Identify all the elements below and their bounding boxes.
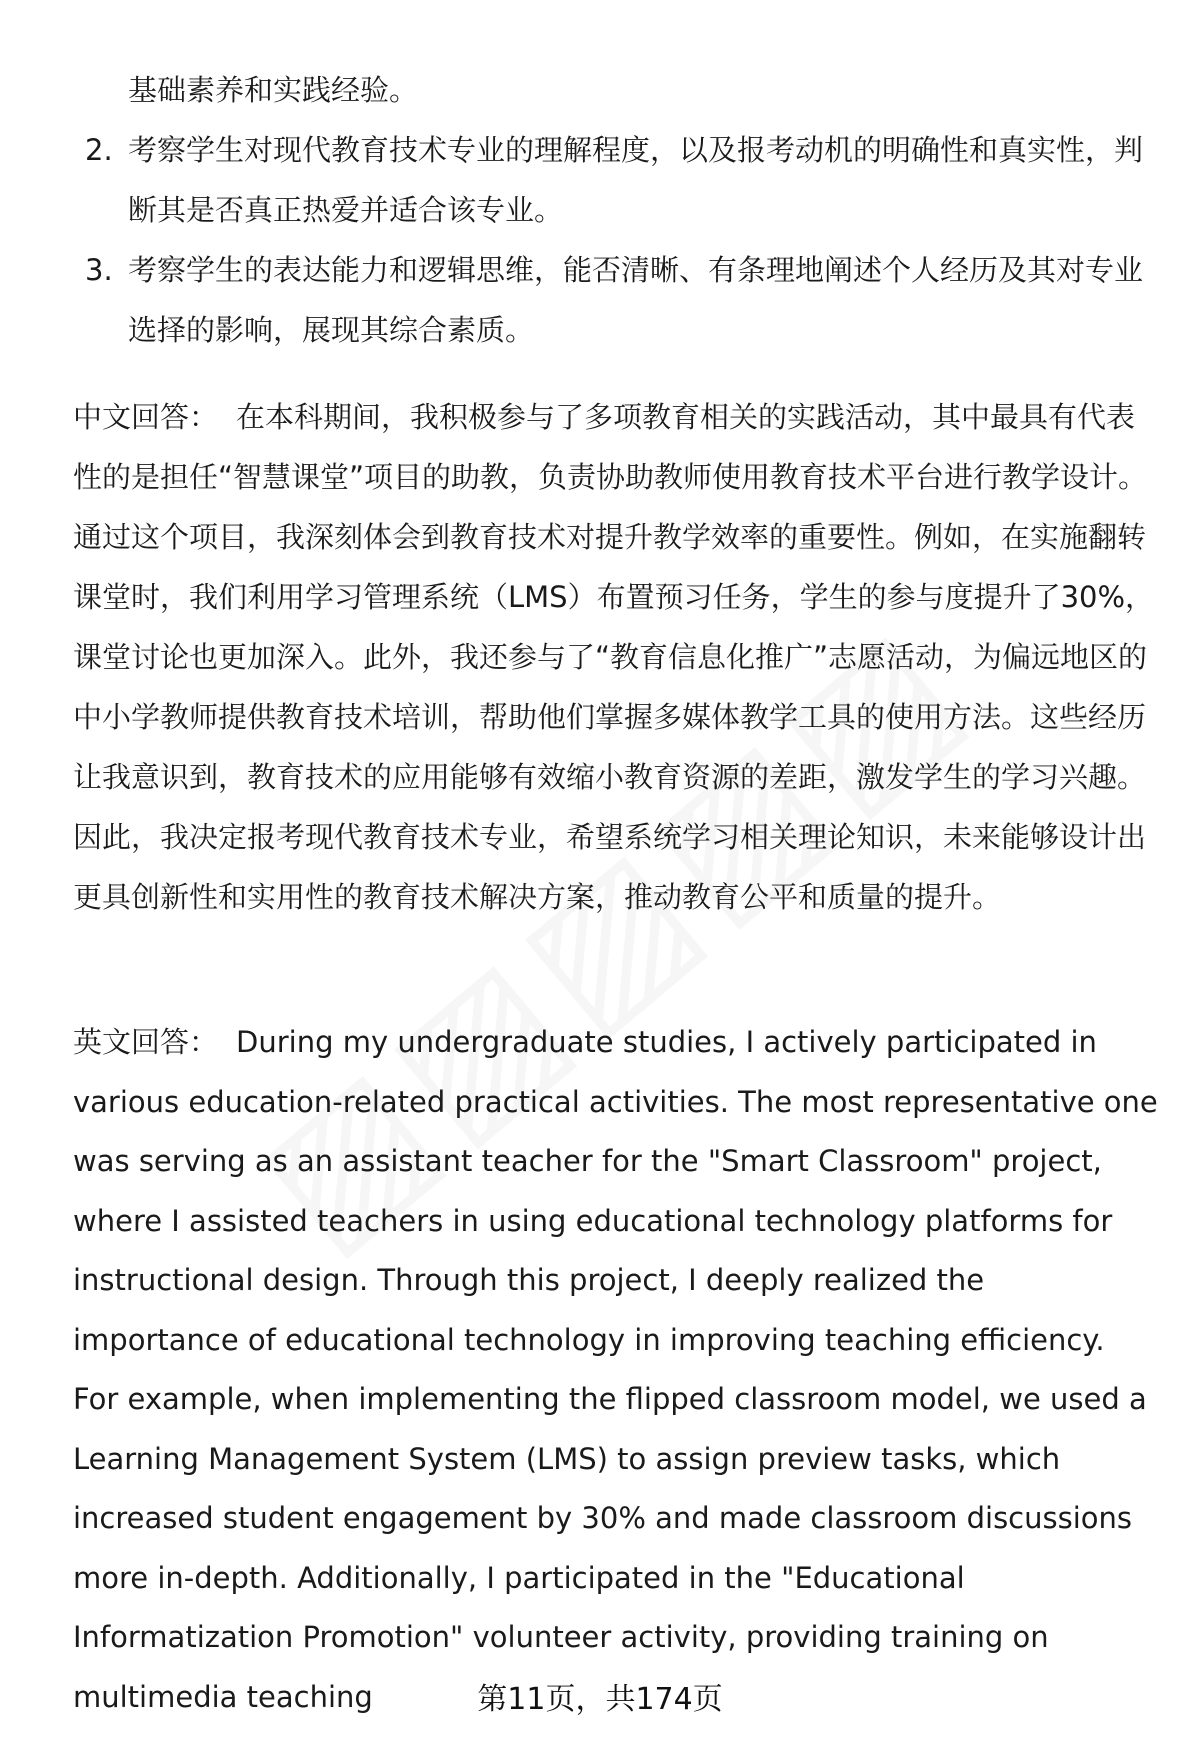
english-answer-text: During my undergraduate studies, I actively participated in various education-related practical activities. The most representative one was serving as an assistant teacher for the "Smart Classroom" project, where I assisted teachers in using educational technology platforms for instructional design. Through this project, I deeply realized the importance of educational technology in improving teaching efficiency. For example, when implementing the flipped classroom model, we used a Learning Management System (LMS) to assign preview tasks, which increased student engagement by 30% and made classroom discussions more in-depth. Additionally, I participated in the "Educational Informatization Promotion" volunteer activity, providing training on multimedia teaching: [73, 1025, 1158, 1714]
chinese-answer-label: 中文回答：: [73, 400, 219, 434]
list-item: [73, 120, 1153, 240]
list-item-text: 考察学生对现代教育技术专业的理解程度，以及报考动机的明确性和真实性，判断其是否真正热爱并适合该专业。: [128, 133, 1144, 227]
list-item-number: 2.: [85, 133, 113, 167]
list-item-number: 3.: [85, 253, 113, 287]
criteria-list: [73, 60, 1153, 360]
list-item: [73, 240, 1153, 360]
list-item-text: 考察学生的表达能力和逻辑思维，能否清晰、有条理地阐述个人经历及其对专业选择的影响，展现其综合素质。: [128, 253, 1144, 347]
page-number: 第11页，共174页: [477, 1682, 723, 1717]
english-answer: [73, 1013, 1158, 1727]
english-answer-label: 英文回答：: [73, 1025, 219, 1059]
chinese-answer-text: 在本科期间，我积极参与了多项教育相关的实践活动，其中最具有代表性的是担任“智慧课堂”项目的助教，负责协助教师使用教育技术平台进行教学设计。通过这个项目，我深刻体会到教育技术对提升教学效率的重要性。例如，在实施翻转课堂时，我们利用学习管理系统（LMS）布置预习任务，学生的参与度提升了30%，课堂讨论也更加深入。此外，我还参与了“教育信息化推广”志愿活动，为偏远地区的中小学教师提供教育技术培训，帮助他们掌握多媒体教学工具的使用方法。这些经历让我意识到，教育技术的应用能够有效缩小教育资源的差距，激发学生的学习兴趣。因此，我决定报考现代教育技术专业，希望系统学习相关理论知识，未来能够设计出更具创新性和实用性的教育技术解决方案，推动教育公平和质量的提升。: [73, 400, 1155, 914]
chinese-answer: [73, 387, 1158, 927]
list-continuation: 基础素养和实践经验。: [128, 73, 419, 107]
